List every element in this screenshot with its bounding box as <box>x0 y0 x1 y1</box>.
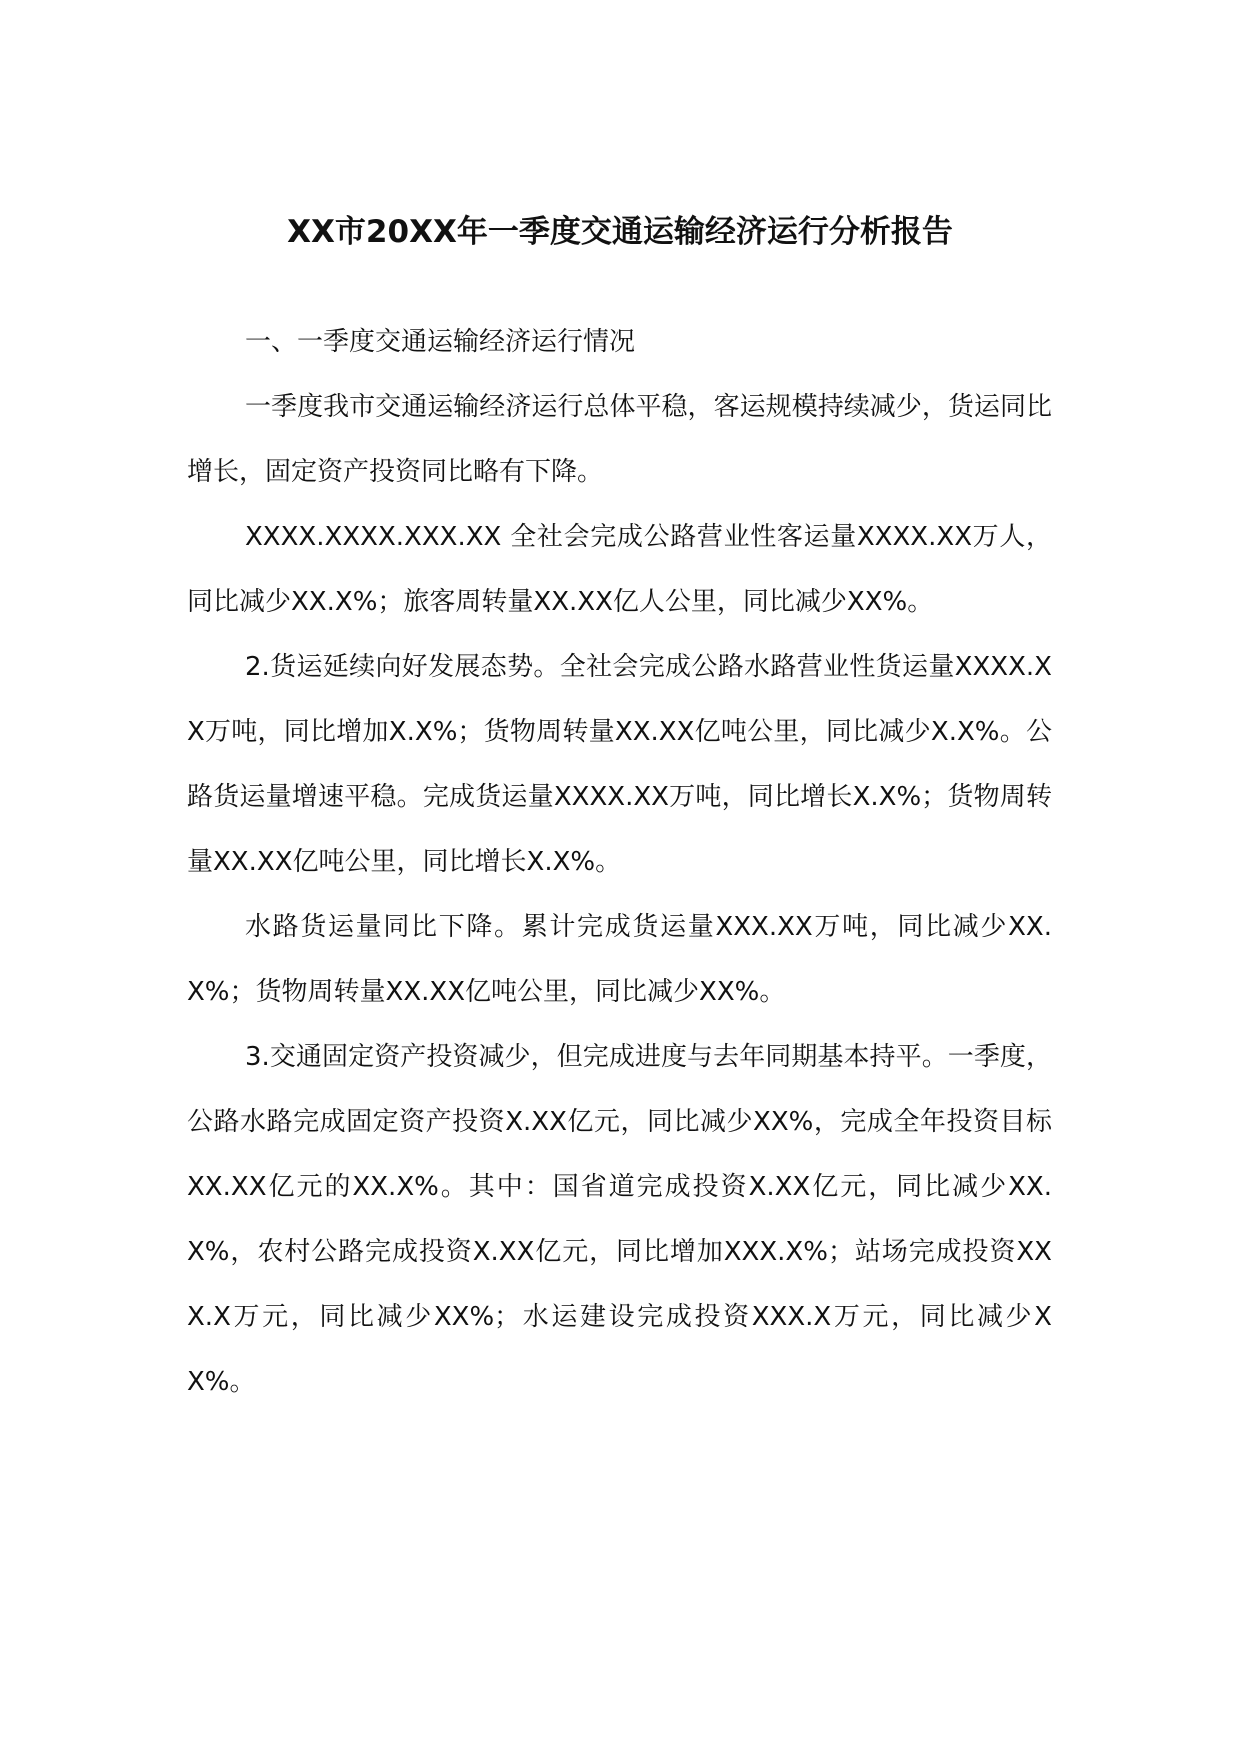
section-heading: 一、一季度交通运输经济运行情况 <box>245 327 636 357</box>
document-title: XX市20XX年一季度交通运输经济运行分析报告 <box>287 214 953 250</box>
paragraph-passenger-transport: XXXX.XXXX.XXX.XX 全社会完成公路营业性客运量XXXX.XX万人，同比减少XX.X%；旅客周转量XX.XX亿人公里，同比减少XX%。 <box>187 522 1052 617</box>
paragraph-freight-transport: 2.货运延续向好发展态势。全社会完成公路水路营业性货运量XXXX.XX万吨，同比增加X.X%；货物周转量XX.XX亿吨公里，同比减少X.X%。公路货运量增速平稳。完成货运量XXXX.XX万吨，同比增长X.X%；货物周转量XX.XX亿吨公里，同比增长X.X%。 <box>187 652 1052 877</box>
paragraph-fixed-asset-investment: 3.交通固定资产投资减少，但完成进度与去年同期基本持平。一季度，公路水路完成固定资产投资X.XX亿元，同比减少XX%，完成全年投资目标XX.XX亿元的XX.X%。其中：国省道完成投资X.XX亿元，同比减少XX.X%，农村公路完成投资X.XX亿元，同比增加XXX.X%；站场完成投资XXX.X万元，同比减少XX%；水运建设完成投资XXX.X万元，同比减少XX%。 <box>187 1042 1052 1397</box>
paragraph-overview: 一季度我市交通运输经济运行总体平稳，客运规模持续减少，货运同比增长，固定资产投资同比略有下降。 <box>187 392 1052 487</box>
document-body <box>187 310 1052 1415</box>
paragraph-waterway-freight: 水路货运量同比下降。累计完成货运量XXX.XX万吨，同比减少XX.X%；货物周转量XX.XX亿吨公里，同比减少XX%。 <box>187 912 1052 1007</box>
